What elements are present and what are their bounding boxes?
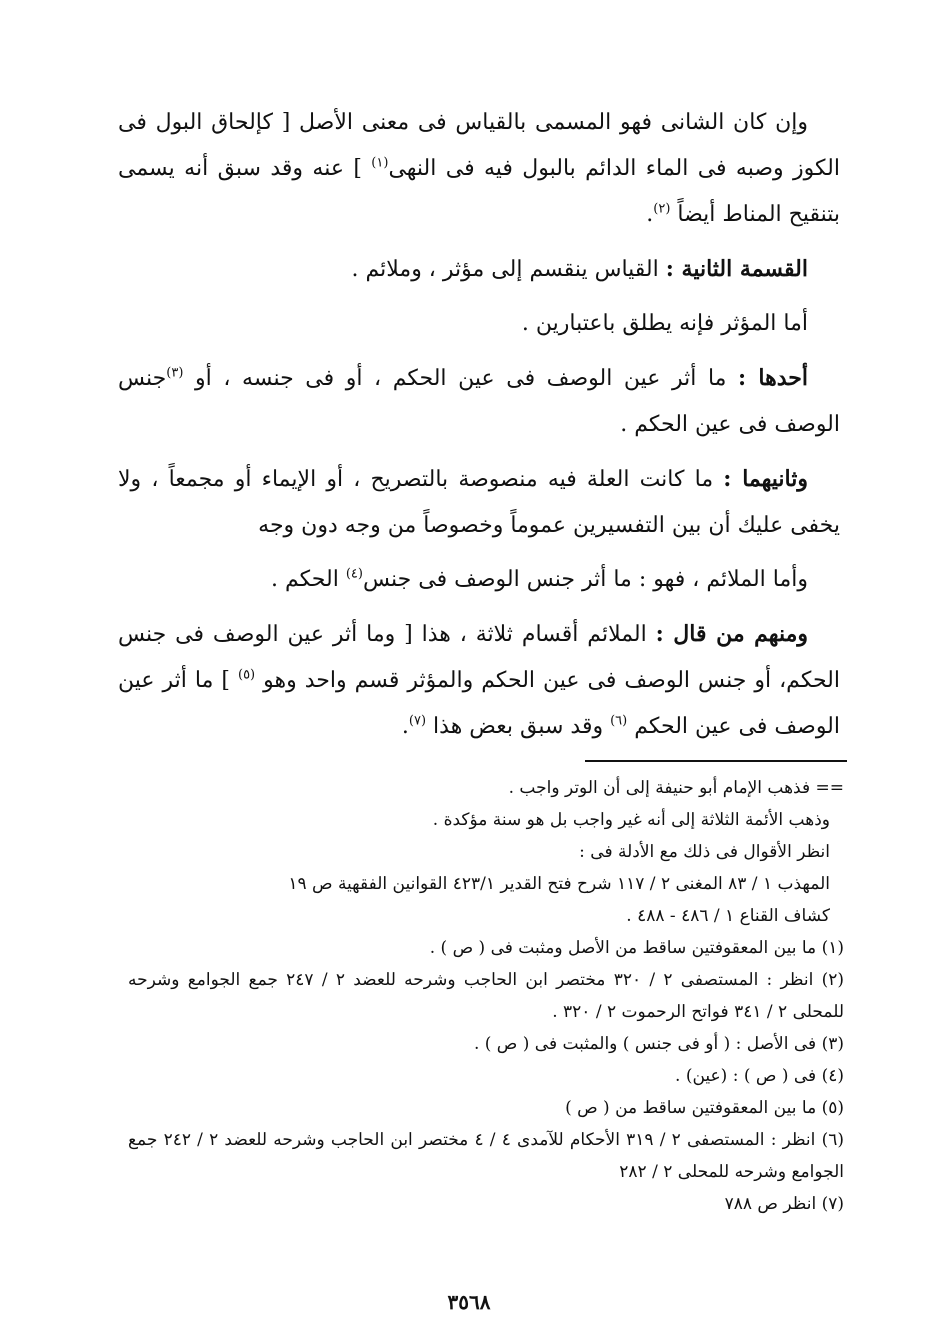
footnote-ref-3: (٣) <box>166 365 184 381</box>
paragraph-4: أحدها : ما أثر عين الوصف فى عين الحكم ، أو فى جنسه ، أو $^{(٣)}$جنس الوصف فى عين الحكم . <box>118 365 840 437</box>
footnote-5: (٥) ما بين المعقوفتين ساقط من ( ص ) <box>565 1098 844 1118</box>
footnote-continuation-line: انظر الأقوال فى ذلك مع الأدلة فى : <box>579 842 830 862</box>
paragraph-3: أما المؤثر فإنه يطلق باعتبارين . <box>521 311 808 336</box>
footnote-ref-5: (٥) <box>237 667 256 683</box>
section-heading: القسمة الثانية : <box>665 256 808 282</box>
paragraph-2: القسمة الثانية : القياس ينقسم إلى مؤثر ، وملائم . <box>351 256 808 282</box>
footnote-1: (١) ما بين المعقوفتين ساقط من الأصل ومثبت فى ( ص ) . <box>429 938 844 958</box>
paragraph-5: وثانيهما : ما كانت العلة فيه منصوصة بالتصريح ، أو الإيماء أو مجمعاً ، ولا يخفى عليك أن بين التفسيرين عموماً وخصوصاً من وجه دون وجه <box>118 466 840 538</box>
footnote-ref-4: (٤) <box>345 566 363 582</box>
footnote-4: (٤) فى ( ص ) : (عين) . <box>675 1066 844 1086</box>
footnote-continuation-line: المهذب ١ / ٨٣ المغنى ٢ / ١١٧ شرح فتح القدير ٤٢٣/١ القوانين الفقهية ص ١٩ <box>288 874 830 894</box>
term-label: وثانيهما : <box>723 466 808 492</box>
footnote-ref-1: (١) <box>371 155 389 171</box>
footnote-3: (٣) فى الأصل : ( أو فى جنس ) والمثبت فى ( ص ) . <box>473 1034 844 1054</box>
footnotes <box>128 772 844 1220</box>
paragraph-6: وأما الملائم ، فهو : ما أثر جنس الوصف فى جنس$^{(٤)}$ الحكم . <box>271 566 808 592</box>
paragraph-1: وإن كان الشانى فهو المسمى بالقياس فى معنى الأصل [ كإلحاق البول فى الكوز وصبه فى الماء الدائم بالبول فيه فى النهى$^{(١)}$ ] عنه وقد سبق أنه يسمى بتنقيح المناط أيضاً $^{(٢)}$. <box>118 110 840 227</box>
main-text <box>118 100 840 758</box>
term-label: ومنهم من قال : <box>655 621 808 647</box>
footnote-6: (٦) انظر : المستصفى ٢ / ٣١٩ الأحكام للآمدى ٤ / ٤ مختصر ابن الحاجب وشرحه للعضد ٢ / ٢٤٢ جمع الجوامع وشرحه للمحلى ٢ / ٢٨٢ <box>128 1130 844 1182</box>
footnote-ref-6: (٦) <box>610 713 628 729</box>
footnote-continuation-line: كشاف القناع ١ / ٤٨٦ - ٤٨٨ . <box>626 906 830 926</box>
term-label: أحدها : <box>738 365 808 391</box>
paragraph-7: ومنهم من قال : الملائم أقسام ثلاثة ، هذا [ وما أثر عين الوصف فى جنس الحكم، أو جنس الوصف فى عين الحكم والمؤثر قسم واحد وهو $^{(٥)}$ ] ما أثر عين الوصف فى عين الحكم $^{(٦)}$ وقد سبق بعض هذا $^{(٧)}$. <box>118 621 840 739</box>
footnote-2: (٢) انظر : المستصفى ٢ / ٣٢٠ مختصر ابن الحاجب وشرحه للعضد ٢ / ٢٤٧ جمع الجوامع وشرحه للمحلى ٢ / ٣٤١ فواتح الرحموت ٢ / ٣٢٠ . <box>128 970 845 1022</box>
footnote-continuation-line: == فذهب الإمام أبو حنيفة إلى أن الوتر واجب . <box>508 778 844 798</box>
footnote-continuation-line: وذهب الأئمة الثلاثة إلى أنه غير واجب بل هو سنة مؤكدة . <box>432 810 830 830</box>
footnote-ref-7: (٧) <box>408 713 427 729</box>
footnote-separator <box>585 760 847 762</box>
footnote-7: (٧) انظر ص ٧٨٨ <box>724 1194 844 1214</box>
footnote-ref-2: (٢) <box>653 201 671 217</box>
page-number: ٣٥٦٨ <box>447 1290 491 1314</box>
